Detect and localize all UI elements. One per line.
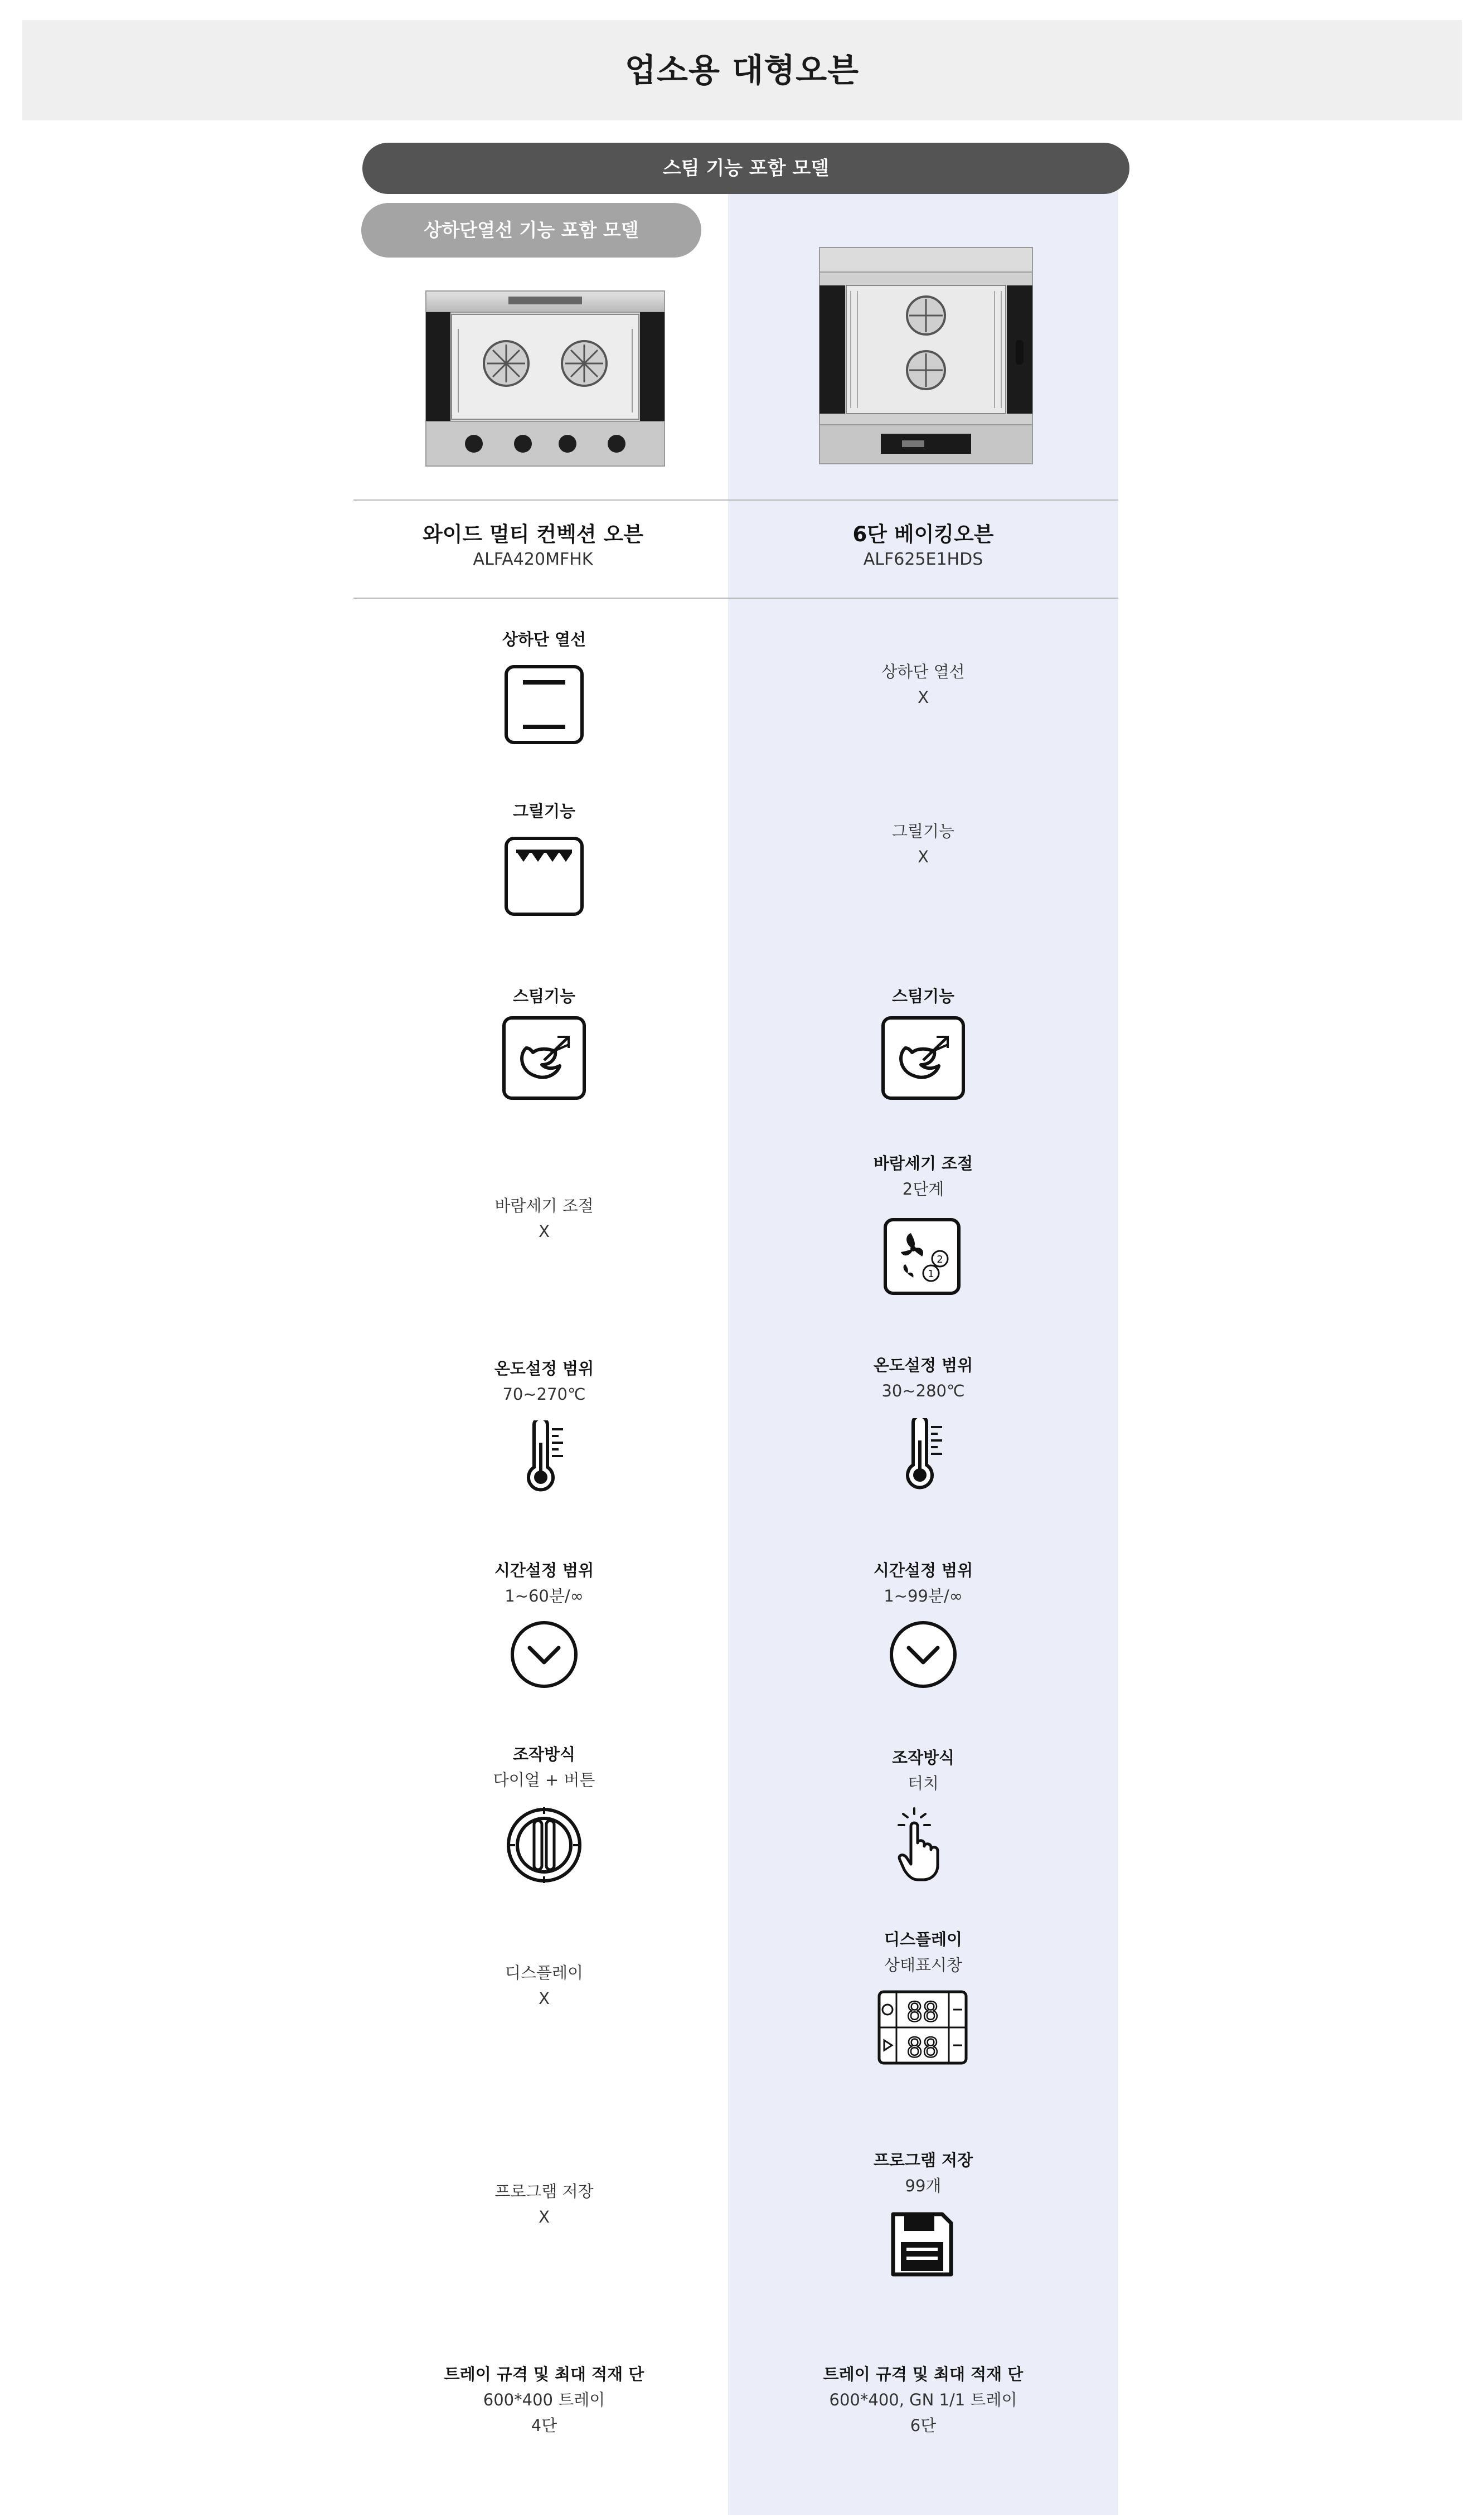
display-right [728,1927,1118,1978]
heating-left [349,627,739,652]
display-icon [877,1990,968,2065]
top-bottom-heat-icon [504,664,584,745]
product-image-right [818,246,1034,465]
time-left [349,1558,739,1609]
display-digits-bottom: 88 [906,2032,939,2064]
tray-left-value2: 4단 [531,2416,557,2435]
display-left-title: 디스플레이 [505,1963,584,1982]
save-icon [890,2211,954,2278]
tray-right [728,2361,1118,2438]
page-title: 업소용 대형오븐 [624,51,860,89]
temp-left-value: 70~270℃ [502,1385,586,1404]
display-left-value: X [539,1989,550,2008]
heating-right-value: X [918,688,929,707]
program-right [728,2147,1118,2199]
time-right [728,1558,1118,1609]
product-model-left: ALFA420MFHK [473,550,593,569]
grill-right [728,818,1118,870]
display-right-title: 디스플레이 [884,1930,963,1949]
program-right-value: 99개 [905,2176,942,2195]
steam-group-label: 스팀 기능 포함 모델 [362,143,1129,194]
svg-text:1: 1 [928,1268,934,1280]
tray-left-value: 600*400 트레이 [483,2390,605,2409]
control-left [349,1741,739,1793]
display-right-value: 상태표시창 [884,1956,963,1974]
display-left [349,1960,739,2011]
fan-right [728,1151,1118,1202]
temp-left [349,1356,739,1407]
grill-left-title: 그릴기능 [512,802,576,821]
steam-left [349,983,739,1009]
dial-icon [505,1806,583,1884]
svg-text:2: 2 [937,1254,943,1265]
grill-right-title: 그릴기능 [891,822,955,841]
fan-left-title: 바람세기 조절 [494,1196,594,1215]
steam-right-title: 스팀기능 [891,987,955,1006]
heat-group-label: 상하단열선 기능 포함 모델 [361,203,701,258]
touch-icon [896,1806,949,1882]
product-model-right: ALF625E1HDS [863,550,983,569]
program-left-title: 프로그램 저장 [494,2182,594,2201]
product-name-right: 6단 베이킹오븐 [852,522,994,546]
fan-left [349,1193,739,1244]
time-right-title: 시간설정 범위 [873,1561,973,1580]
product-image-left [425,290,666,467]
product-name-left: 와이드 멀티 컨벡션 오븐 [422,522,644,546]
temp-right [728,1352,1118,1404]
time-right-value: 1~99분/∞ [884,1587,963,1605]
control-left-value: 다이얼 + 버튼 [493,1770,595,1789]
fan-right-value: 2단계 [902,1180,944,1199]
time-left-title: 시간설정 범위 [494,1561,594,1580]
control-right-value: 터치 [907,1774,939,1793]
control-right-title: 조작방식 [891,1748,955,1767]
thermometer-icon-left [522,1420,572,1492]
temp-right-value: 30~280℃ [881,1381,965,1400]
program-left [349,2179,739,2230]
divider-top [353,499,1118,501]
fan-left-value: X [539,1222,550,1241]
heating-right [728,659,1118,710]
tray-left [349,2361,739,2438]
temp-right-title: 온도설정 범위 [873,1356,973,1375]
tray-left-title: 트레이 규격 및 최대 적재 단 [444,2365,644,2384]
divider-bottom [353,598,1118,599]
control-right [728,1745,1118,1796]
tray-right-value2: 6단 [910,2416,937,2435]
heating-left-title: 상하단 열선 [502,630,586,649]
tray-right-title: 트레이 규격 및 최대 적재 단 [823,2365,1024,2384]
time-left-value: 1~60분/∞ [505,1587,584,1605]
steam-left-title: 스팀기능 [512,987,576,1006]
fan-right-title: 바람세기 조절 [873,1154,973,1173]
tray-right-value: 600*400, GN 1/1 트레이 [829,2390,1017,2409]
steam-icon-left [502,1016,586,1100]
program-left-value: X [539,2208,550,2226]
fan-speed-icon [883,1217,961,1296]
display-digits-top: 88 [906,1997,939,2028]
timer-icon-left [510,1620,579,1689]
grill-left [349,798,739,824]
program-right-title: 프로그램 저장 [873,2151,973,2170]
steam-icon-right [881,1016,966,1100]
temp-left-title: 온도설정 범위 [494,1359,594,1378]
thermometer-icon-right [901,1418,951,1490]
grill-right-value: X [918,847,929,866]
timer-icon-right [889,1620,958,1689]
heating-right-title: 상하단 열선 [881,662,965,681]
grill-icon [504,836,584,916]
control-left-title: 조작방식 [512,1745,576,1764]
steam-right [728,983,1118,1009]
